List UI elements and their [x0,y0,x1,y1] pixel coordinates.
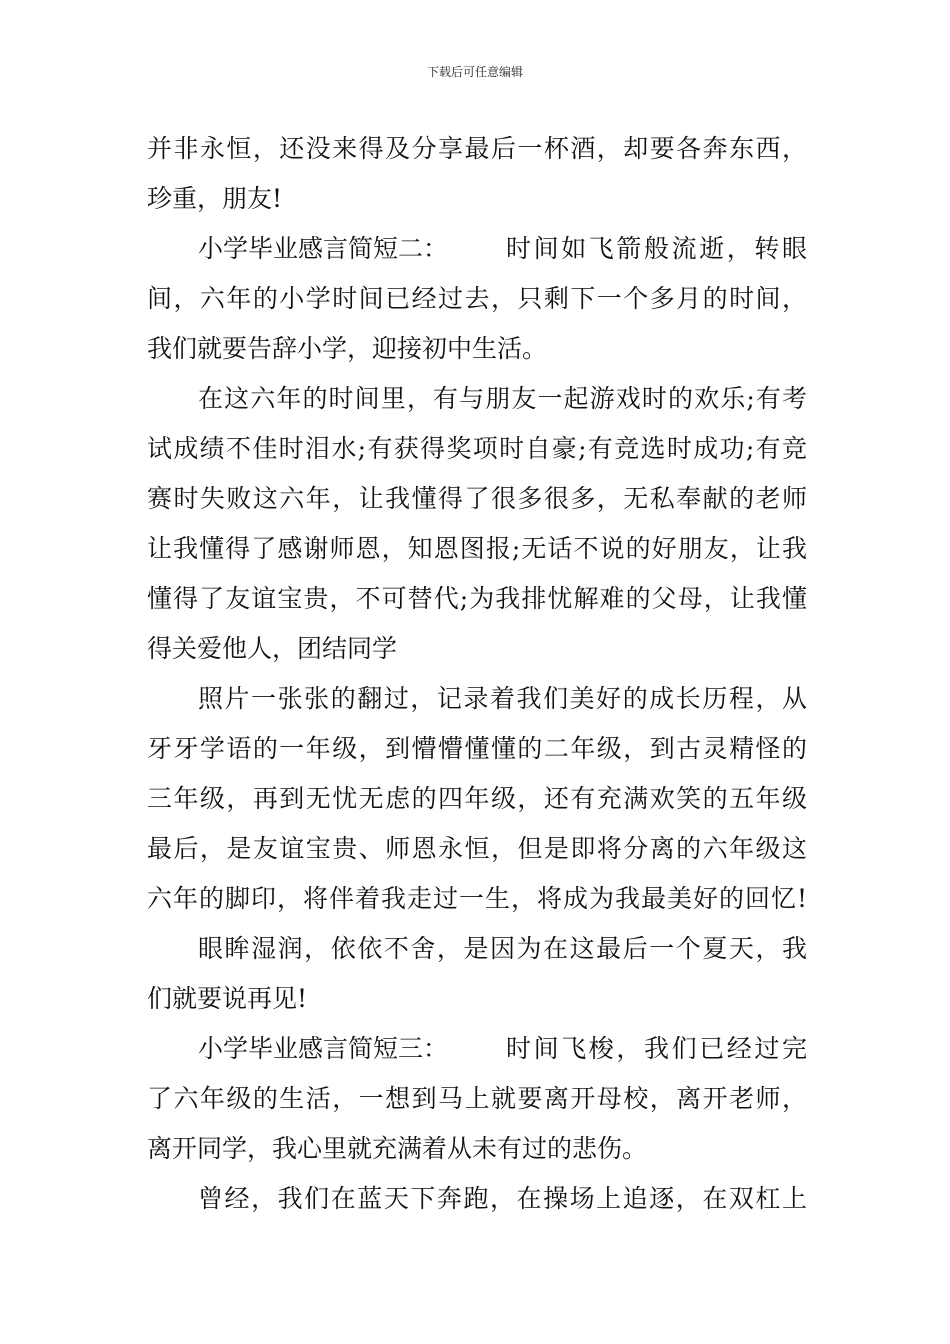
text-line: 得关爱他人，团结同学 [147,634,398,663]
text-line: 三年级，再到无忧无虑的四年级，还有充满欢笑的五年级 [147,784,807,813]
section-heading-text: 时间飞梭，我们已经过完 [506,1034,807,1063]
section-heading-two [147,224,807,274]
section-heading-label: 小学毕业感言简短三： [198,1034,449,1063]
text-line: 珍重，朋友! [147,184,283,213]
page-header-note: 下载后可任意编辑 [426,65,523,79]
section-heading-three [147,1024,807,1074]
text-line: 六年的脚印，将伴着我走过一生，将成为我最美好的回忆! [147,884,807,913]
text-line: 最后，是友谊宝贵、师恩永恒，但是即将分离的六年级这 [147,834,807,863]
text-line: 曾经，我们在蓝天下奔跑，在操场上追逐，在双杠上 [198,1184,807,1213]
text-line: 在这六年的时间里，有与朋友一起游戏时的欢乐;有考 [198,384,807,413]
text-line: 让我懂得了感谢师恩，知恩图报;无话不说的好朋友，让我 [147,534,807,563]
section-heading-text: 时间如飞箭般流逝，转眼 [506,234,807,263]
text-line: 们就要说再见! [147,984,308,1013]
text-line: 懂得了友谊宝贵，不可替代;为我排忧解难的父母，让我懂 [147,584,807,613]
heading-spacer [448,224,506,274]
text-line: 我们就要告辞小学，迎接初中生活。 [147,334,548,363]
text-line: 牙牙学语的一年级，到懵懵懂懂的二年级，到古灵精怪的 [147,734,807,763]
text-line: 眼眸湿润，依依不舍，是因为在这最后一个夏天，我 [198,934,807,963]
text-line: 间，六年的小学时间已经过去，只剩下一个多月的时间， [147,284,807,313]
section-heading-label: 小学毕业感言简短二： [198,234,449,263]
text-line: 离开同学，我心里就充满着从未有过的悲伤。 [147,1134,648,1163]
text-line: 照片一张张的翻过，记录着我们美好的成长历程，从 [198,684,807,713]
text-line: 试成绩不佳时泪水;有获得奖项时自豪;有竞选时成功;有竞 [147,434,807,463]
heading-spacer [448,1024,506,1074]
text-line: 并非永恒，还没来得及分享最后一杯酒，却要各奔东西， [147,134,807,163]
text-line: 了六年级的生活，一想到马上就要离开母校，离开老师， [147,1084,807,1113]
text-line: 赛时失败这六年，让我懂得了很多很多，无私奉献的老师 [147,484,807,513]
document-body [147,124,807,1224]
